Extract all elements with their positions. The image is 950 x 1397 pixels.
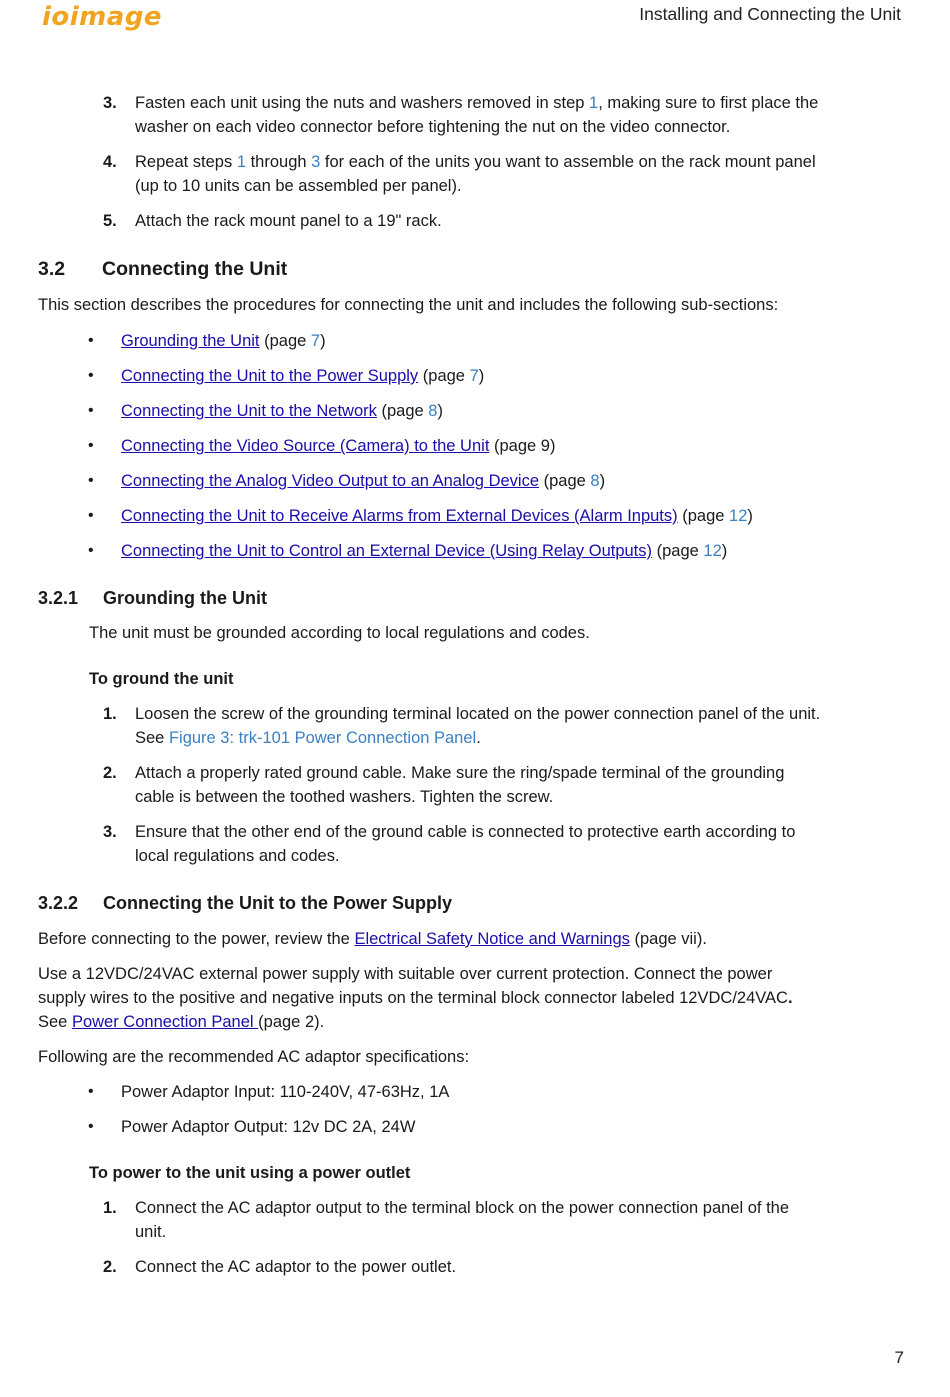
step-text: Attach a properly rated ground cable. Make sure the ring/spade terminal of the grounding bbox=[135, 764, 785, 782]
page-reference[interactable]: 8 bbox=[590, 472, 600, 490]
subsection-link[interactable]: Connecting the Unit to the Power Supply bbox=[121, 367, 419, 385]
bullet: • bbox=[88, 542, 94, 559]
page-reference[interactable]: 8 bbox=[428, 402, 438, 420]
spec-item: Power Adaptor Output: 12v DC 2A, 24W bbox=[121, 1118, 416, 1136]
list-item: Connecting the Analog Video Output to an Analog Device (page 8) bbox=[121, 472, 606, 490]
step-number: 2. bbox=[103, 1258, 117, 1276]
step-number: 2. bbox=[103, 764, 117, 782]
list-item: Connecting the Video Source (Camera) to the Unit (page 9) bbox=[121, 437, 556, 455]
bullet: • bbox=[88, 1083, 94, 1100]
power-panel-link[interactable]: Power Connection Panel bbox=[71, 1013, 259, 1031]
step-number: 3. bbox=[103, 94, 117, 112]
bullet: • bbox=[88, 367, 94, 384]
page-reference[interactable]: 7 bbox=[469, 367, 479, 385]
safety-notice-link[interactable]: Electrical Safety Notice and Warnings bbox=[354, 930, 630, 948]
bullet: • bbox=[88, 332, 94, 349]
paragraph: See Power Connection Panel (page 2). bbox=[38, 1013, 325, 1031]
paragraph: Before connecting to the power, review the Electrical Safety Notice and Warnings (page vii). bbox=[38, 930, 707, 948]
bullet: • bbox=[88, 507, 94, 524]
subsection-link[interactable]: Connecting the Unit to Receive Alarms from External Devices (Alarm Inputs) bbox=[121, 507, 678, 525]
list-item: Connecting the Unit to Control an External Device (Using Relay Outputs) (page 12) bbox=[121, 542, 728, 560]
step-reference-link[interactable]: 1 bbox=[589, 94, 599, 112]
page-reference[interactable]: 12 bbox=[703, 542, 722, 560]
subsection-link[interactable]: Connecting the Unit to Control an External Device (Using Relay Outputs) bbox=[121, 542, 653, 560]
list-item: Grounding the Unit (page 7) bbox=[121, 332, 326, 350]
step-number: 1. bbox=[103, 705, 117, 723]
bullet: • bbox=[88, 1118, 94, 1135]
procedure-title: To ground the unit bbox=[89, 670, 234, 688]
step-text: See Figure 3: trk-101 Power Connection Panel. bbox=[135, 729, 481, 747]
page-number: 7 bbox=[894, 1348, 904, 1367]
bullet: • bbox=[88, 472, 94, 489]
paragraph: Use a 12VDC/24VAC external power supply with suitable over current protection. Connect the power bbox=[38, 965, 773, 983]
subsection-link[interactable]: Connecting the Analog Video Output to an Analog Device bbox=[121, 472, 540, 490]
step-text: washer on each video connector before tightening the nut on the video connector. bbox=[135, 118, 731, 136]
step-text: unit. bbox=[135, 1223, 167, 1241]
step-number: 3. bbox=[103, 823, 117, 841]
subsection-heading: 3.2.2 Connecting the Unit to the Power Supply bbox=[38, 893, 452, 913]
step-reference-link[interactable]: 1 bbox=[236, 153, 246, 171]
paragraph: Following are the recommended AC adaptor specifications: bbox=[38, 1048, 470, 1066]
step-text: Attach the rack mount panel to a 19" rack. bbox=[135, 212, 442, 230]
step-text: Connect the AC adaptor to the power outlet. bbox=[135, 1258, 457, 1276]
running-header-title: Installing and Connecting the Unit bbox=[639, 4, 901, 24]
list-item: Connecting the Unit to the Network (page 8) bbox=[121, 402, 443, 420]
page-reference[interactable]: 12 bbox=[729, 507, 748, 525]
step-text: (up to 10 units can be assembled per panel). bbox=[135, 177, 462, 195]
page-reference[interactable]: 7 bbox=[310, 332, 321, 350]
step-number: 5. bbox=[103, 212, 117, 230]
spec-item: Power Adaptor Input: 110-240V, 47-63Hz, 1A bbox=[121, 1083, 450, 1101]
section-intro: This section describes the procedures for connecting the unit and includes the following sub-sections: bbox=[38, 296, 779, 314]
list-item: Connecting the Unit to Receive Alarms from External Devices (Alarm Inputs) (page 12) bbox=[121, 507, 753, 525]
subsection-intro: The unit must be grounded according to local regulations and codes. bbox=[89, 624, 590, 642]
brand-logo: ioimage bbox=[42, 2, 163, 32]
step-text: local regulations and codes. bbox=[135, 847, 340, 865]
step-reference-link[interactable]: 3 bbox=[311, 153, 321, 171]
bullet: • bbox=[88, 402, 94, 419]
subsection-link[interactable]: Grounding the Unit bbox=[121, 332, 260, 350]
subsection-heading: 3.2.1 Grounding the Unit bbox=[38, 588, 267, 608]
list-item: Connecting the Unit to the Power Supply (page 7) bbox=[121, 367, 485, 385]
step-number: 1. bbox=[103, 1199, 117, 1217]
step-text: Connect the AC adaptor output to the terminal block on the power connection panel of the bbox=[135, 1199, 790, 1217]
figure-reference-link[interactable]: Figure 3: trk-101 Power Connection Panel bbox=[168, 729, 477, 747]
step-text: Fasten each unit using the nuts and washers removed in step 1, making sure to first place the bbox=[135, 94, 819, 112]
paragraph: supply wires to the positive and negative inputs on the terminal block connector labeled 12VDC/24VAC. bbox=[38, 989, 793, 1007]
section-heading: 3.2 Connecting the Unit bbox=[38, 258, 288, 280]
bullet: • bbox=[88, 437, 94, 454]
subsection-link[interactable]: Connecting the Unit to the Network bbox=[121, 402, 377, 420]
procedure-title: To power to the unit using a power outlet bbox=[89, 1164, 411, 1182]
step-number: 4. bbox=[103, 153, 117, 171]
step-text: Ensure that the other end of the ground cable is connected to protective earth according to bbox=[135, 823, 796, 841]
subsection-link[interactable]: Connecting the Video Source (Camera) to the Unit bbox=[121, 437, 490, 455]
step-text: cable is between the toothed washers. Tighten the screw. bbox=[135, 788, 554, 806]
step-text: Repeat steps 1 through 3 for each of the units you want to assemble on the rack mount panel bbox=[135, 153, 816, 171]
step-text: Loosen the screw of the grounding terminal located on the power connection panel of the unit. bbox=[135, 705, 821, 723]
